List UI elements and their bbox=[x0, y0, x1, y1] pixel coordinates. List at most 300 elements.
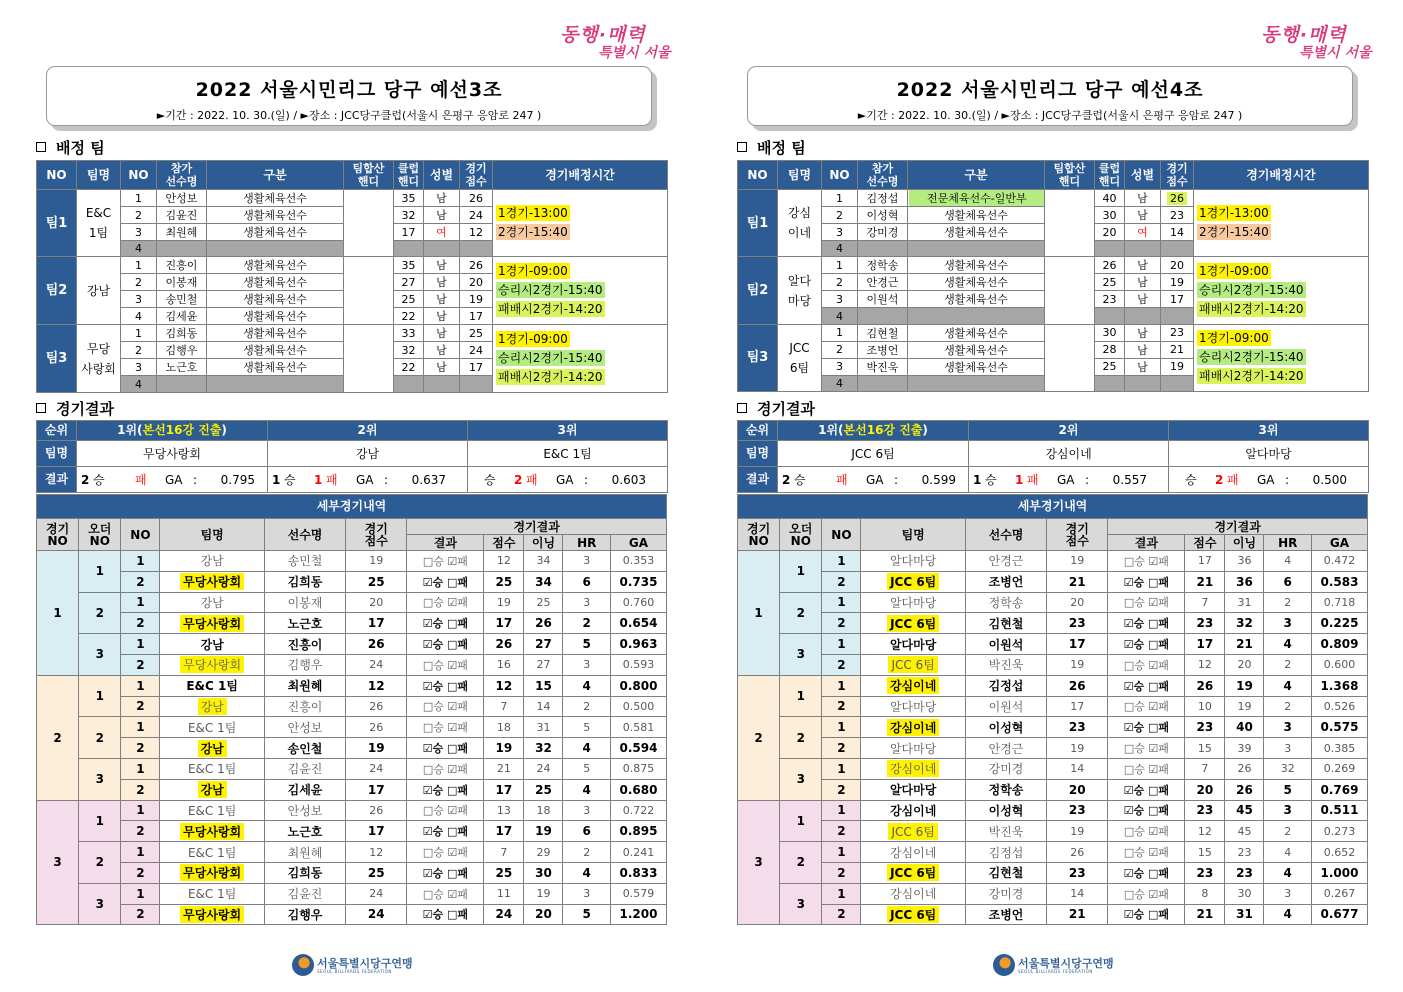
row-result: □승 ☑패 bbox=[407, 842, 484, 863]
row-pts: 17 bbox=[484, 779, 524, 800]
row-player: 이성혁 bbox=[965, 800, 1046, 821]
losses: 2 bbox=[1215, 473, 1224, 487]
row-ga: 0.241 bbox=[610, 842, 666, 863]
row-inn: 31 bbox=[1225, 904, 1264, 925]
federation-emblem-icon bbox=[292, 954, 314, 976]
assign-header: NO bbox=[37, 161, 77, 190]
player-no: 1 bbox=[822, 324, 858, 341]
row-pts: 25 bbox=[484, 571, 524, 592]
hdr-no: NO bbox=[822, 519, 861, 551]
assign-header: 경기배정시간 bbox=[1194, 161, 1369, 190]
row-no: 2 bbox=[822, 654, 861, 675]
league-sheet-group3 bbox=[34, 0, 674, 992]
order-no: 2 bbox=[79, 592, 121, 634]
rank-third: 3위 bbox=[468, 421, 668, 441]
win-label: 승 bbox=[1185, 473, 1197, 487]
hdr-ga: GA bbox=[610, 535, 666, 551]
row-inn: 45 bbox=[1225, 800, 1264, 821]
player-division bbox=[207, 190, 344, 207]
player-sex: 남 bbox=[424, 325, 460, 342]
row-ga: 0.579 bbox=[610, 883, 666, 904]
player-division bbox=[908, 274, 1045, 291]
losses: 1 bbox=[314, 473, 323, 487]
row-result: ☑승 □패 bbox=[1108, 862, 1185, 883]
row-inn: 36 bbox=[1225, 551, 1264, 572]
schedule-times bbox=[1194, 324, 1369, 391]
row-no: 1 bbox=[822, 551, 861, 572]
game-no: 3 bbox=[738, 800, 780, 925]
row-ga: 0.800 bbox=[610, 675, 666, 696]
row-pts: 17 bbox=[484, 821, 524, 842]
schedule-times bbox=[493, 257, 668, 325]
detail-title: 세부경기내역 bbox=[37, 495, 667, 519]
hdr-game-no: 경기 NO bbox=[738, 519, 780, 551]
row-no: 1 bbox=[121, 717, 160, 738]
row-result: ☑승 □패 bbox=[407, 571, 484, 592]
row-team bbox=[861, 779, 965, 800]
row-ga: 0.809 bbox=[1311, 634, 1367, 655]
row-ga: 1.368 bbox=[1311, 675, 1367, 696]
rank-result: 승 2 패 GA : 0.603 bbox=[468, 467, 668, 493]
order-no: 3 bbox=[780, 634, 822, 676]
row-pts: 19 bbox=[484, 738, 524, 759]
row-player: 강미경 bbox=[965, 758, 1046, 779]
rank-result: 1 승 1 패 GA : 0.557 bbox=[969, 467, 1169, 493]
row-pts: 23 bbox=[1185, 717, 1225, 738]
schedule-times bbox=[1194, 190, 1369, 257]
team-name: 무당 사랑회 bbox=[77, 325, 121, 392]
player-score bbox=[1161, 274, 1194, 291]
team-text: 알다마당 bbox=[889, 699, 937, 714]
team-text: 강심이네 bbox=[887, 677, 939, 694]
row-pts: 13 bbox=[484, 800, 524, 821]
team-text: 무당사랑회 bbox=[180, 573, 244, 590]
hdr-team: 팀명 bbox=[861, 519, 965, 551]
team-name: 알다 마당 bbox=[778, 257, 822, 324]
order-no: 3 bbox=[780, 883, 822, 925]
row-no: 1 bbox=[121, 592, 160, 613]
row-no: 1 bbox=[822, 883, 861, 904]
team-label: 팀1 bbox=[37, 190, 77, 257]
player-division bbox=[207, 241, 344, 257]
row-result: □승 ☑패 bbox=[407, 696, 484, 717]
row-pts: 23 bbox=[1185, 613, 1225, 634]
rank-result: 2 승 패 GA : 0.795 bbox=[77, 467, 268, 493]
team-text: 강남 bbox=[200, 595, 224, 610]
player-no: 3 bbox=[822, 224, 858, 241]
ga-label: GA bbox=[866, 473, 884, 487]
player-division bbox=[908, 291, 1045, 308]
score-text: 17 bbox=[1170, 292, 1184, 306]
rank-third: 3위 bbox=[1169, 421, 1369, 441]
row-score: 25 bbox=[346, 862, 407, 883]
division-text: 생활체육선수 bbox=[243, 361, 307, 375]
row-score: 26 bbox=[346, 696, 407, 717]
order-no: 3 bbox=[79, 634, 121, 676]
row-team bbox=[861, 758, 965, 779]
team-handicap bbox=[1045, 257, 1095, 324]
row-inn: 21 bbox=[1225, 634, 1264, 655]
row-score: 23 bbox=[1047, 862, 1108, 883]
team-handicap bbox=[1045, 324, 1095, 391]
player-division bbox=[908, 257, 1045, 274]
row-pts: 17 bbox=[1185, 551, 1225, 572]
row-team bbox=[861, 654, 965, 675]
team-text: E&C 1팀 bbox=[187, 887, 237, 902]
order-no: 2 bbox=[780, 842, 822, 884]
hdr-order-no: 오더 NO bbox=[79, 519, 121, 551]
club-handicap: 40 bbox=[1095, 190, 1125, 207]
player-name: 최원혜 bbox=[157, 224, 207, 241]
club-handicap: 28 bbox=[1095, 341, 1125, 358]
row-ga: 0.526 bbox=[1311, 696, 1367, 717]
player-no: 3 bbox=[121, 224, 157, 241]
row-team bbox=[861, 821, 965, 842]
row-score: 24 bbox=[346, 654, 407, 675]
assign-header: 성별 bbox=[424, 161, 460, 190]
rank-result: 승 2 패 GA : 0.500 bbox=[1169, 467, 1369, 493]
federation-logo bbox=[292, 952, 416, 978]
schedule-time: 1경기-09:00 bbox=[1199, 264, 1269, 279]
rank-label: 순위 bbox=[738, 421, 778, 441]
row-player: 이봉재 bbox=[264, 592, 345, 613]
player-score bbox=[1161, 241, 1194, 257]
player-no: 3 bbox=[121, 359, 157, 376]
score-text: 20 bbox=[1170, 258, 1184, 272]
federation-name: 서울특별시당구연맹 bbox=[317, 957, 413, 970]
assign-header: 참가 선수명 bbox=[858, 161, 908, 190]
row-result: ☑승 □패 bbox=[1108, 800, 1185, 821]
game-no: 1 bbox=[37, 551, 79, 676]
rank-first: 1위(본선16강 진출) bbox=[77, 421, 268, 441]
player-no: 2 bbox=[121, 207, 157, 224]
detail-table bbox=[36, 494, 667, 925]
assign-header: 팀합산 핸디 bbox=[344, 161, 394, 190]
team-text: 강심이네 bbox=[887, 719, 939, 736]
club-handicap: 35 bbox=[394, 257, 424, 274]
score-text: 12 bbox=[469, 225, 483, 239]
player-name: 노근호 bbox=[157, 359, 207, 376]
score-text: 19 bbox=[1170, 275, 1184, 289]
division-text: 생활체육선수 bbox=[243, 276, 307, 290]
team-label: 팀명 bbox=[37, 441, 77, 467]
loss-label: 패 bbox=[1227, 473, 1239, 487]
win-label: 승 bbox=[284, 473, 296, 487]
schedule-time: 1경기-09:00 bbox=[1199, 331, 1269, 346]
player-sex bbox=[1125, 308, 1161, 324]
row-pts: 10 bbox=[1185, 696, 1225, 717]
club-handicap: 22 bbox=[394, 308, 424, 325]
team-text: JCC 6팀 bbox=[887, 573, 939, 590]
team-text: E&C 1팀 bbox=[187, 762, 237, 777]
row-inn: 25 bbox=[524, 779, 563, 800]
row-player: 안경근 bbox=[965, 551, 1046, 572]
ga-label: GA bbox=[356, 473, 374, 487]
ga-value: 0.599 bbox=[921, 473, 956, 487]
row-score: 20 bbox=[346, 592, 407, 613]
order-no: 1 bbox=[79, 800, 121, 842]
player-score bbox=[1161, 291, 1194, 308]
team-text: 무당사랑회 bbox=[180, 823, 244, 840]
losses: 2 bbox=[514, 473, 523, 487]
player-sex: 남 bbox=[1125, 324, 1161, 341]
player-name bbox=[858, 308, 908, 324]
row-result: ☑승 □패 bbox=[1108, 717, 1185, 738]
player-no: 4 bbox=[121, 376, 157, 392]
player-no: 2 bbox=[121, 274, 157, 291]
row-hr: 5 bbox=[563, 904, 610, 925]
result-label: 결과 bbox=[738, 467, 778, 493]
row-ga: 0.654 bbox=[610, 613, 666, 634]
player-name: 이성혁 bbox=[858, 207, 908, 224]
division-text: 생활체육선수 bbox=[243, 293, 307, 307]
row-inn: 31 bbox=[524, 717, 563, 738]
team-text: 강심이네 bbox=[887, 760, 939, 777]
row-inn: 32 bbox=[1225, 613, 1264, 634]
player-sex: 여 bbox=[424, 224, 460, 241]
player-sex: 남 bbox=[424, 342, 460, 359]
assign-header: 팀명 bbox=[77, 161, 121, 190]
row-inn: 26 bbox=[1225, 779, 1264, 800]
player-sex: 남 bbox=[424, 207, 460, 224]
row-score: 26 bbox=[346, 800, 407, 821]
hdr-result-group: 경기결과 bbox=[1108, 519, 1368, 535]
player-name: 김현철 bbox=[858, 324, 908, 341]
row-inn: 18 bbox=[524, 800, 563, 821]
rank-team: 강남 bbox=[268, 441, 468, 467]
row-score: 17 bbox=[346, 779, 407, 800]
rank-second: 2위 bbox=[969, 421, 1169, 441]
row-score: 17 bbox=[346, 613, 407, 634]
row-team bbox=[160, 904, 264, 925]
club-handicap bbox=[1095, 241, 1125, 257]
win-label: 승 bbox=[484, 473, 496, 487]
player-division bbox=[207, 291, 344, 308]
row-score: 21 bbox=[1047, 571, 1108, 592]
row-hr: 5 bbox=[1264, 779, 1311, 800]
federation-sub: SEOUL BILLIARDS FEDERATION bbox=[1018, 969, 1093, 974]
row-score: 25 bbox=[346, 571, 407, 592]
row-result: □승 ☑패 bbox=[407, 654, 484, 675]
order-no: 2 bbox=[79, 717, 121, 759]
assign-table bbox=[36, 160, 668, 393]
row-player: 송민철 bbox=[264, 551, 345, 572]
row-team bbox=[160, 883, 264, 904]
row-score: 17 bbox=[346, 821, 407, 842]
row-ga: 0.895 bbox=[610, 821, 666, 842]
team-handicap bbox=[344, 257, 394, 325]
checkbox-square-icon bbox=[36, 403, 46, 413]
seoul-logo bbox=[1257, 20, 1372, 64]
row-ga: 0.769 bbox=[1311, 779, 1367, 800]
score-text: 26 bbox=[469, 258, 483, 272]
club-handicap: 33 bbox=[394, 325, 424, 342]
section-result bbox=[36, 398, 114, 419]
row-team bbox=[160, 571, 264, 592]
row-ga: 0.677 bbox=[1311, 904, 1367, 925]
row-ga: 0.353 bbox=[610, 551, 666, 572]
row-score: 24 bbox=[346, 904, 407, 925]
page-title: 2022 서울시민리그 당구 예선3조 bbox=[195, 79, 503, 101]
hdr-pts: 점수 bbox=[1185, 535, 1225, 551]
division-text: 생활체육선수 bbox=[243, 192, 307, 205]
order-no: 3 bbox=[780, 758, 822, 800]
player-name: 안경근 bbox=[858, 274, 908, 291]
row-no: 1 bbox=[121, 883, 160, 904]
club-handicap: 30 bbox=[1095, 207, 1125, 224]
row-no: 2 bbox=[121, 862, 160, 883]
row-inn: 26 bbox=[1225, 758, 1264, 779]
player-score bbox=[460, 257, 493, 274]
row-ga: 0.511 bbox=[1311, 800, 1367, 821]
player-sex: 남 bbox=[424, 291, 460, 308]
row-inn: 27 bbox=[524, 654, 563, 675]
player-division bbox=[207, 224, 344, 241]
ga-value: 0.500 bbox=[1312, 473, 1347, 487]
row-ga: 0.760 bbox=[610, 592, 666, 613]
row-score: 19 bbox=[1047, 551, 1108, 572]
team-text: E&C 1팀 bbox=[187, 803, 237, 818]
game-no: 3 bbox=[37, 800, 79, 925]
row-result: ☑승 □패 bbox=[407, 613, 484, 634]
row-team bbox=[160, 800, 264, 821]
row-pts: 12 bbox=[1185, 654, 1225, 675]
row-player: 김윤진 bbox=[264, 758, 345, 779]
hdr-inn: 이닝 bbox=[524, 535, 563, 551]
row-player: 노근호 bbox=[264, 613, 345, 634]
row-inn: 30 bbox=[524, 862, 563, 883]
player-no: 2 bbox=[822, 274, 858, 291]
row-inn: 34 bbox=[524, 571, 563, 592]
row-team bbox=[861, 883, 965, 904]
row-team bbox=[160, 696, 264, 717]
row-inn: 23 bbox=[1225, 842, 1264, 863]
row-hr: 6 bbox=[563, 571, 610, 592]
win-label: 승 bbox=[794, 473, 806, 487]
row-hr: 6 bbox=[1264, 571, 1311, 592]
player-sex bbox=[1125, 375, 1161, 391]
club-handicap bbox=[1095, 375, 1125, 391]
score-text: 21 bbox=[1170, 343, 1184, 357]
row-score: 17 bbox=[1047, 634, 1108, 655]
row-result: ☑승 □패 bbox=[1108, 675, 1185, 696]
team-label: 팀3 bbox=[738, 324, 778, 391]
order-no: 1 bbox=[79, 551, 121, 593]
row-score: 21 bbox=[1047, 904, 1108, 925]
row-ga: 0.593 bbox=[610, 654, 666, 675]
row-result: ☑승 □패 bbox=[1108, 904, 1185, 925]
row-no: 2 bbox=[121, 779, 160, 800]
row-hr: 4 bbox=[1264, 634, 1311, 655]
team-text: 무당사랑회 bbox=[180, 864, 244, 881]
schedule-time: 패배시2경기-14:20 bbox=[1199, 369, 1304, 384]
federation-name: 서울특별시당구연맹 bbox=[1018, 957, 1114, 970]
row-inn: 34 bbox=[524, 551, 563, 572]
team-text: 알다마당 bbox=[889, 595, 937, 610]
rank-label: 순위 bbox=[37, 421, 77, 441]
row-hr: 3 bbox=[563, 800, 610, 821]
player-no: 1 bbox=[822, 190, 858, 207]
row-score: 23 bbox=[1047, 800, 1108, 821]
team-text: JCC 6팀 bbox=[887, 864, 939, 881]
row-inn: 24 bbox=[524, 758, 563, 779]
logo-text-2: 특별시 서울 bbox=[1299, 45, 1372, 61]
player-name: 김희동 bbox=[157, 325, 207, 342]
hdr-team: 팀명 bbox=[160, 519, 264, 551]
player-no: 2 bbox=[822, 341, 858, 358]
division-text: 생활체육선수 bbox=[944, 209, 1008, 222]
player-no: 1 bbox=[121, 257, 157, 274]
score-text: 17 bbox=[469, 309, 483, 323]
row-score: 14 bbox=[1047, 883, 1108, 904]
row-pts: 12 bbox=[484, 675, 524, 696]
row-ga: 0.472 bbox=[1311, 551, 1367, 572]
row-hr: 2 bbox=[1264, 654, 1311, 675]
assign-table bbox=[737, 160, 1369, 392]
row-pts: 21 bbox=[484, 758, 524, 779]
order-no: 1 bbox=[780, 675, 822, 717]
row-inn: 20 bbox=[1225, 654, 1264, 675]
team-text: JCC 6팀 bbox=[888, 823, 937, 840]
row-pts: 23 bbox=[1185, 800, 1225, 821]
row-player: 김행우 bbox=[264, 654, 345, 675]
player-no: 4 bbox=[121, 308, 157, 325]
row-pts: 16 bbox=[484, 654, 524, 675]
row-hr: 4 bbox=[563, 738, 610, 759]
federation-sub: SEOUL BILLIARDS FEDERATION bbox=[317, 969, 392, 974]
row-score: 23 bbox=[1047, 613, 1108, 634]
hdr-ga: GA bbox=[1311, 535, 1367, 551]
division-text: 전문체육선수-일반부 bbox=[909, 190, 1045, 206]
row-no: 1 bbox=[121, 675, 160, 696]
row-no: 1 bbox=[121, 634, 160, 655]
player-division bbox=[908, 358, 1045, 375]
score-text: 20 bbox=[469, 275, 483, 289]
loss-label: 패 bbox=[326, 473, 338, 487]
assign-header: NO bbox=[738, 161, 778, 190]
schedule-time: 2경기-15:40 bbox=[498, 225, 568, 240]
assign-header: 팀합산 핸디 bbox=[1045, 161, 1095, 190]
row-player: 조병언 bbox=[965, 904, 1046, 925]
assign-header: 클럽 핸디 bbox=[1095, 161, 1125, 190]
row-score: 19 bbox=[1047, 654, 1108, 675]
row-pts: 23 bbox=[1185, 862, 1225, 883]
club-handicap: 32 bbox=[394, 207, 424, 224]
ga-value: 0.637 bbox=[411, 473, 446, 487]
row-player: 안성보 bbox=[264, 800, 345, 821]
club-handicap: 22 bbox=[394, 359, 424, 376]
team-text: E&C 1팀 bbox=[187, 720, 237, 735]
row-ga: 0.718 bbox=[1311, 592, 1367, 613]
losses: 1 bbox=[1015, 473, 1024, 487]
player-division bbox=[207, 274, 344, 291]
row-inn: 25 bbox=[524, 592, 563, 613]
row-no: 2 bbox=[822, 779, 861, 800]
player-name bbox=[157, 376, 207, 392]
hdr-result-group: 경기결과 bbox=[407, 519, 667, 535]
row-no: 2 bbox=[822, 571, 861, 592]
row-result: □승 ☑패 bbox=[1108, 551, 1185, 572]
assign-header: 경기 점수 bbox=[1161, 161, 1194, 190]
hdr-hr: HR bbox=[1264, 535, 1311, 551]
rank-result: 2 승 패 GA : 0.599 bbox=[778, 467, 969, 493]
row-ga: 0.600 bbox=[1311, 654, 1367, 675]
team-text: 알다마당 bbox=[889, 783, 937, 798]
player-score bbox=[460, 342, 493, 359]
win-label: 승 bbox=[985, 473, 997, 487]
player-name: 김행우 bbox=[157, 342, 207, 359]
ga-value: 0.795 bbox=[220, 473, 255, 487]
